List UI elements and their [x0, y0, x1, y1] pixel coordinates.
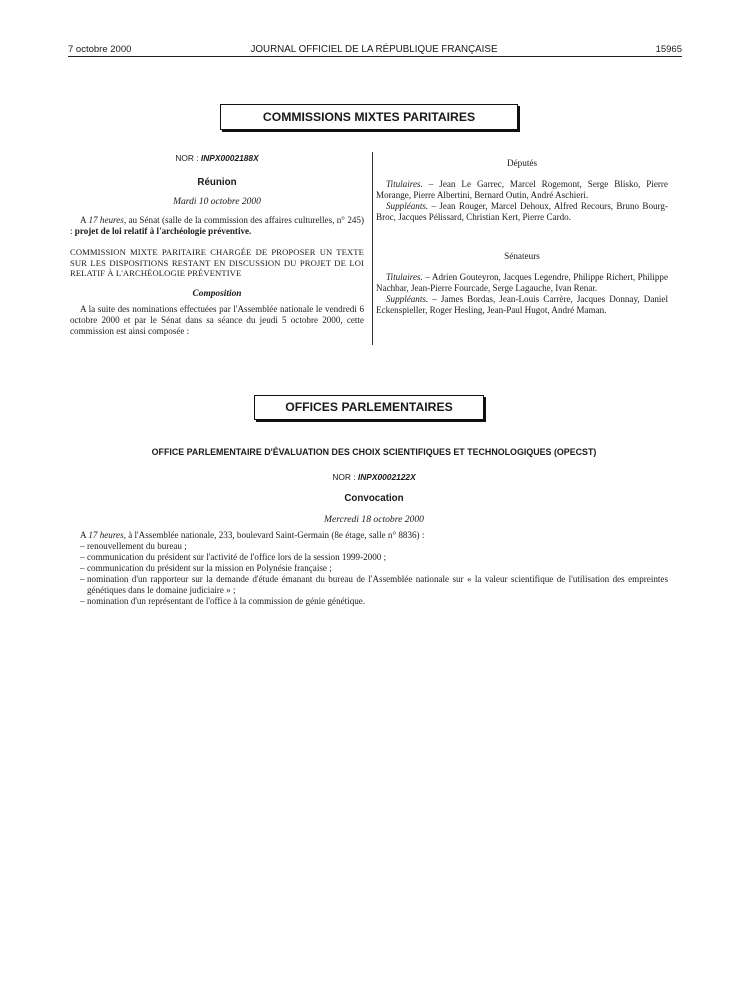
office-title: OFFICE PARLEMENTAIRE D'ÉVALUATION DES CHOIX SCIENTIFIQUES ET TECHNOLOGIQUES (OPECST): [151, 447, 597, 457]
composition-paragraph: A la suite des nominations effectuées par l'Assemblée nationale le vendredi 6 octobre 2000 et par le Sénat dans sa séance du jeudi 5 octobre 2000, cette commission est ainsi composée :: [70, 303, 364, 336]
senateurs-heading: Sénateurs: [504, 251, 540, 261]
titulaires-label: Titulaires.: [386, 272, 423, 282]
intro-prefix: A: [80, 530, 87, 540]
convocation-intro: [80, 530, 668, 541]
titulaires-names: – Jean Le Garrec, Marcel Rogemont, Serge Blisko, Pierre Morange, Pierre Albertini, Bernard Outin, André Aschieri.: [376, 179, 668, 200]
suppleants-label: Suppléants.: [386, 201, 429, 211]
header-title: JOURNAL OFFICIEL DE LA RÉPUBLIQUE FRANÇAISE: [250, 44, 498, 55]
agenda-item-text: renouvellement du bureau ;: [87, 541, 187, 551]
nor-code: INPX0002122X: [357, 472, 416, 482]
dash-marker: –: [80, 541, 85, 551]
agenda-item: [80, 574, 668, 596]
suppleants-names: – James Bordas, Jean-Louis Carrère, Jacques Donnay, Daniel Eckenspieller, Roger Hesling, Jean-Paul Hugot, André Maman.: [376, 294, 668, 315]
nor-code: INPX0002188X: [200, 153, 259, 163]
dash-marker: –: [80, 574, 85, 584]
agenda-item-text: communication du président sur l'activité de l'office lors de la session 1999-2000 ;: [87, 552, 387, 562]
convocation-date: Mercredi 18 octobre 2000: [324, 514, 424, 525]
cmp-left-column: [70, 153, 364, 337]
agenda-item: [80, 563, 668, 574]
dash-marker: –: [80, 596, 85, 606]
nor-label: NOR :: [175, 153, 199, 163]
agenda-item-text: nomination d'un rapporteur sur la demande d'étude émanant du bureau de l'Assemblée nationale sur « la valeur scientifique de l'utilisation des empreintes génétiques dans le domaine judiciaire » ;: [87, 574, 668, 595]
header-rule: [68, 56, 682, 57]
dash-marker: –: [80, 563, 85, 573]
office-nor-reference: [60, 472, 688, 482]
cmp-right-column: [376, 158, 668, 316]
section-heading-cmp: COMMISSIONS MIXTES PARITAIRES: [220, 104, 518, 130]
reunion-heading: Réunion: [197, 177, 237, 188]
senateurs-titulaires: [376, 272, 668, 294]
reunion-paragraph: [70, 215, 364, 237]
composition-heading: Composition: [192, 288, 242, 299]
senateurs-suppleants: [376, 294, 668, 316]
suppleants-label: Suppléants.: [386, 294, 429, 304]
nor-label: NOR :: [332, 472, 356, 482]
nor-reference: [70, 153, 364, 163]
agenda-item-text: nomination d'un représentant de l'office à la commission de génie génétique.: [87, 596, 366, 606]
para-time: 17 heures,: [88, 215, 127, 225]
para-location: au Sénat (salle de la commission des affaires culturelles, n° 245) :: [70, 215, 364, 236]
deputes-titulaires: [376, 179, 668, 201]
reunion-date: Mardi 10 octobre 2000: [173, 197, 261, 207]
agenda-item: [80, 552, 668, 563]
convocation-heading: Convocation: [344, 493, 404, 504]
para-prefix: A: [80, 215, 87, 225]
deputes-heading: Députés: [506, 158, 538, 168]
titulaires-names: – Adrien Gouteyron, Jacques Legendre, Philippe Richert, Philippe Nachbar, Jean-Pierre Fourcade, Serge Lagauche, Ivan Renar.: [376, 272, 668, 293]
agenda-item: [80, 596, 668, 607]
section-heading-offices: OFFICES PARLEMENTAIRES: [254, 395, 484, 420]
convocation-body: [80, 530, 668, 607]
column-divider: [372, 152, 373, 345]
intro-location: à l'Assemblée nationale, 233, boulevard Saint-Germain (8e étage, salle n° 8836) :: [125, 530, 425, 540]
agenda-item: [80, 541, 668, 552]
agenda-item-text: communication du président sur la mission en Polynésie française ;: [87, 563, 332, 573]
deputes-suppleants: [376, 201, 668, 223]
header-page-number: 15965: [655, 44, 682, 55]
commission-title: COMMISSION MIXTE PARITAIRE CHARGÉE DE PROPOSER UN TEXTE SUR LES DISPOSITIONS RESTANT EN DISCUSSION DU PROJET DE LOI RELATIF À L'ARCHÉOLOGIE PRÉVENTIVE: [70, 247, 364, 278]
dash-marker: –: [80, 552, 85, 562]
suppleants-names: – Jean Rouger, Marcel Dehoux, Alfred Recours, Bruno Bourg-Broc, Jacques Pélissard, Christian Kert, Pierre Cardo.: [376, 201, 668, 222]
para-bill-title: projet de loi relatif à l'archéologie préventive.: [72, 226, 252, 236]
agenda-list: [80, 541, 668, 607]
header-date: 7 octobre 2000: [68, 44, 132, 55]
intro-time: 17 heures,: [88, 530, 126, 540]
titulaires-label: Titulaires.: [386, 179, 423, 189]
